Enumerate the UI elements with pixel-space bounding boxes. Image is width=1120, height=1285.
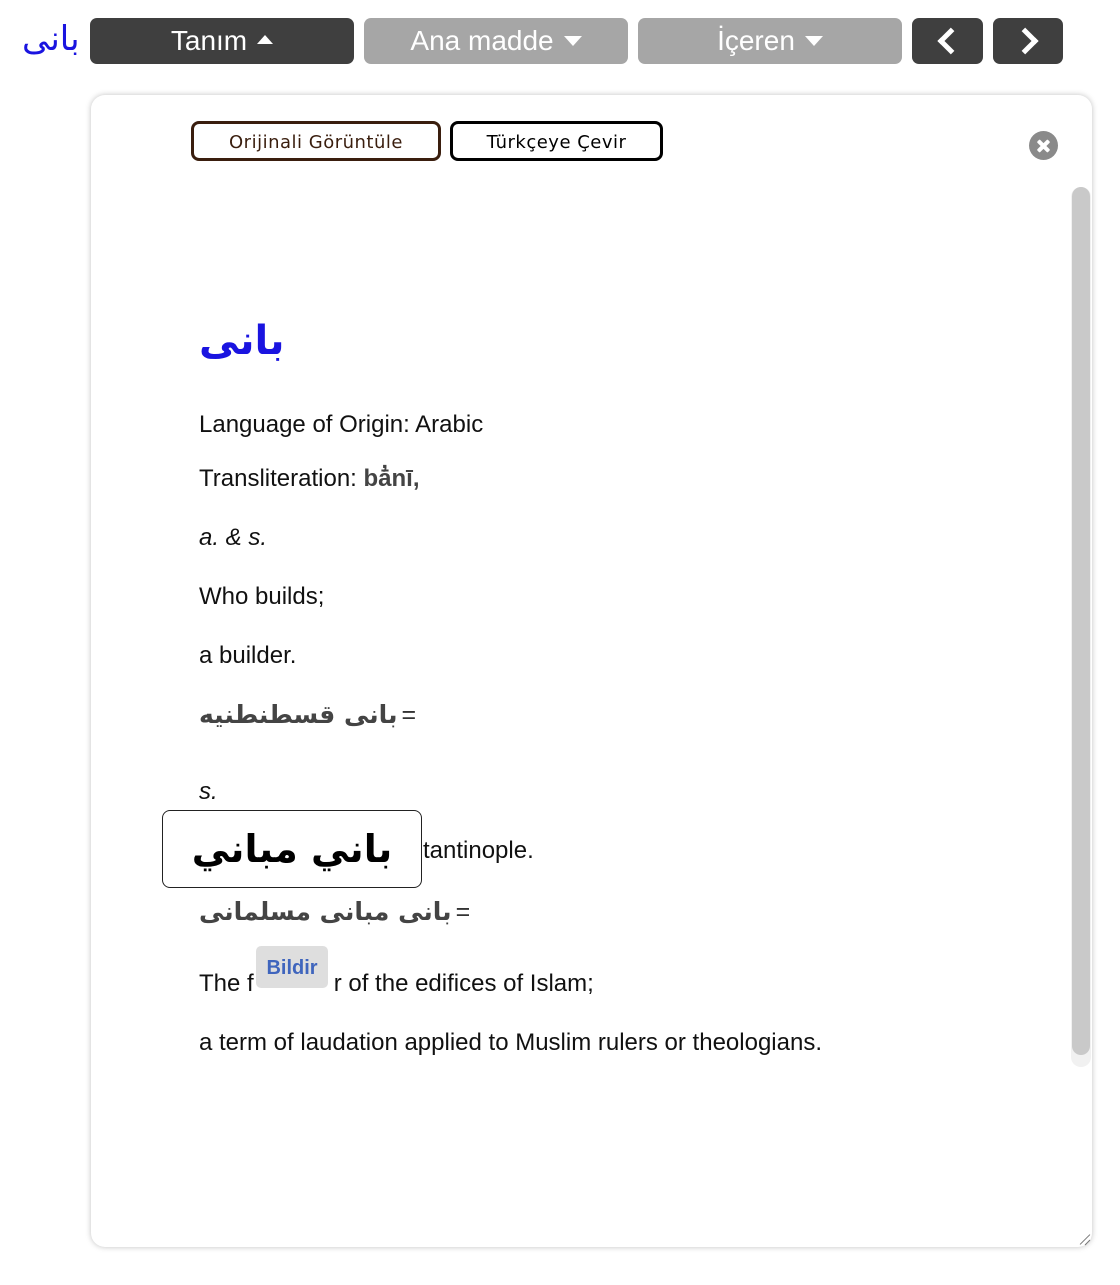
caret-down-icon [805,36,823,46]
tab-definition[interactable] [90,18,354,64]
example-1-arabic: بانی قسطنطنیه [199,700,398,729]
example-1-definition: tantinople. [423,837,534,864]
caret-up-icon [257,35,273,44]
example-2-equals: = [455,898,471,926]
origin-line [199,410,483,440]
grammar-tag: a. & s. [199,524,268,551]
tab-containing-label: İçeren [717,25,795,56]
view-original-button[interactable]: Orijinali Görüntüle [191,121,441,161]
prev-button[interactable] [912,18,983,64]
example-2 [199,897,470,927]
caret-down-icon [564,36,582,46]
definition-panel [91,95,1092,1247]
resize-grip-icon[interactable] [1078,1233,1090,1245]
search-word: بانی [22,19,80,59]
example-1-equals: = [401,701,417,729]
example-2-definition-2: a term of laudation applied to Muslim rulers or theologians. [199,1029,822,1056]
origin-label: Language of Origin: [199,411,410,438]
next-button[interactable] [993,18,1063,64]
scrollbar-thumb[interactable] [1072,187,1090,1055]
report-button[interactable]: Bildir [256,946,328,988]
example-1-grammar: s. [199,778,218,805]
transliteration-value: bā̓nī, [363,465,420,492]
example-2-definition-end: r of the edifices of Islam; [333,970,594,997]
chevron-left-icon [937,28,964,55]
tab-main-entry-label: Ana madde [410,25,554,56]
tab-main-entry[interactable] [364,18,628,64]
example-2-definition-start: The f [199,970,254,997]
headword: بانی [199,318,285,364]
close-circle-icon[interactable] [1029,131,1058,160]
tab-containing[interactable] [638,18,902,64]
translate-turkish-button[interactable]: Türkçeye Çevir [450,121,663,161]
tab-definition-label: Tanım [170,25,248,56]
chevron-right-icon [1012,28,1039,55]
example-1 [199,700,416,730]
definition-1: Who builds; [199,583,325,610]
transliteration-line [199,464,420,494]
original-script-popup: باني مباني [162,810,422,888]
definition-2: a builder. [199,642,297,669]
transliteration-label: Transliteration: [199,465,357,492]
origin-value: Arabic [415,411,484,438]
example-2-arabic: بانی مبانی مسلمانی [199,897,452,926]
